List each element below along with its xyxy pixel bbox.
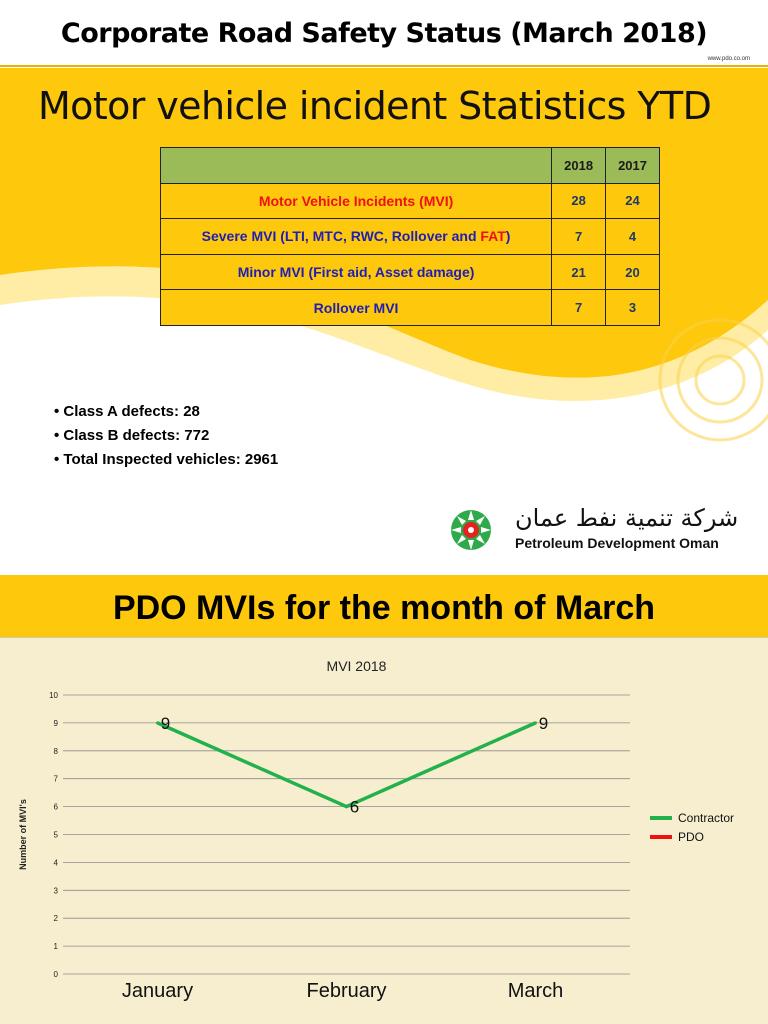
list-item: • Class B defects: 772 bbox=[54, 426, 278, 450]
legend-label-contractor: Contractor bbox=[678, 810, 735, 825]
legend-swatch-pdo bbox=[650, 835, 672, 839]
row-label-mvi: Motor Vehicle Incidents (MVI) bbox=[161, 183, 552, 219]
y-tick-label: 10 bbox=[49, 691, 58, 700]
chart-title: MVI 2018 bbox=[326, 658, 387, 674]
data-label: 6 bbox=[349, 797, 360, 817]
cell-2018: 7 bbox=[552, 219, 606, 255]
logo-arabic-text: شركة تنمية نفط عمان bbox=[515, 504, 739, 532]
cell-2018: 7 bbox=[552, 290, 606, 326]
table-row bbox=[161, 290, 660, 326]
chart-legend bbox=[650, 808, 734, 846]
series-line-contractor bbox=[158, 723, 536, 807]
y-tick-label: 1 bbox=[53, 942, 58, 952]
list-item: • Class A defects: 28 bbox=[54, 402, 278, 426]
slide2-title: PDO MVIs for the month of March bbox=[112, 589, 656, 627]
y-axis-label: Number of MVI's bbox=[18, 799, 28, 870]
y-tick-label: 3 bbox=[53, 886, 58, 896]
data-label: 9 bbox=[160, 713, 171, 733]
table-header-2018: 2018 bbox=[552, 148, 606, 184]
y-tick-label: 9 bbox=[53, 718, 58, 728]
pdo-logo bbox=[445, 504, 739, 552]
y-tick-label: 8 bbox=[53, 746, 58, 756]
y-tick-label: 6 bbox=[53, 802, 58, 812]
y-tick-label: 2 bbox=[53, 914, 58, 924]
y-tick-label: 7 bbox=[53, 774, 58, 784]
data-point bbox=[534, 721, 537, 724]
pdo-logo-icon bbox=[445, 508, 501, 552]
row-label-minor-mvi: Minor MVI (First aid, Asset damage) bbox=[161, 254, 552, 290]
logo-english-text: Petroleum Development Oman bbox=[515, 535, 719, 551]
slide-pdo-mvis-march bbox=[0, 575, 768, 1024]
row-label-severe-mvi bbox=[161, 219, 552, 255]
row-label-rollover-mvi: Rollover MVI bbox=[161, 290, 552, 326]
table-row bbox=[161, 254, 660, 290]
slide-title: Corporate Road Safety Status (March 2018) bbox=[60, 18, 708, 49]
row-label-severe-suffix: ) bbox=[505, 228, 511, 245]
cell-2018: 21 bbox=[552, 254, 606, 290]
y-tick-label: 4 bbox=[53, 858, 58, 868]
legend-item-contractor bbox=[650, 808, 734, 827]
table-row bbox=[161, 183, 660, 219]
cell-2017: 24 bbox=[606, 183, 660, 219]
cell-2018: 28 bbox=[552, 183, 606, 219]
cell-2017: 4 bbox=[606, 219, 660, 255]
cell-2017: 3 bbox=[606, 290, 660, 326]
legend-label-pdo: PDO bbox=[678, 829, 705, 844]
defects-list bbox=[54, 402, 278, 474]
table-header-row bbox=[161, 148, 660, 184]
legend-swatch-contractor bbox=[650, 816, 672, 820]
row-label-severe-prefix: Severe MVI (LTI, MTC, RWC, Rollover and bbox=[201, 228, 481, 245]
data-point bbox=[156, 721, 159, 724]
cell-2017: 20 bbox=[606, 254, 660, 290]
row-label-fat: FAT bbox=[480, 228, 506, 245]
list-item: • Total Inspected vehicles: 2961 bbox=[54, 450, 278, 474]
chart-panel bbox=[0, 637, 768, 1024]
data-label: 9 bbox=[538, 713, 549, 733]
x-tick-label: January bbox=[121, 980, 194, 1002]
data-point bbox=[345, 805, 348, 808]
table-row bbox=[161, 219, 660, 255]
y-tick-label: 0 bbox=[53, 970, 58, 979]
statistics-heading: Motor vehicle incident Statistics YTD bbox=[38, 84, 712, 128]
table-header-blank bbox=[161, 148, 552, 184]
x-tick-label: March bbox=[507, 980, 564, 1002]
y-tick-label: 5 bbox=[53, 830, 58, 840]
table-header-2017: 2017 bbox=[606, 148, 660, 184]
mvi-statistics-table bbox=[160, 147, 660, 326]
legend-item-pdo bbox=[650, 827, 734, 846]
website-url: www.pdo.co.om bbox=[707, 56, 750, 62]
x-tick-label: February bbox=[306, 980, 387, 1002]
